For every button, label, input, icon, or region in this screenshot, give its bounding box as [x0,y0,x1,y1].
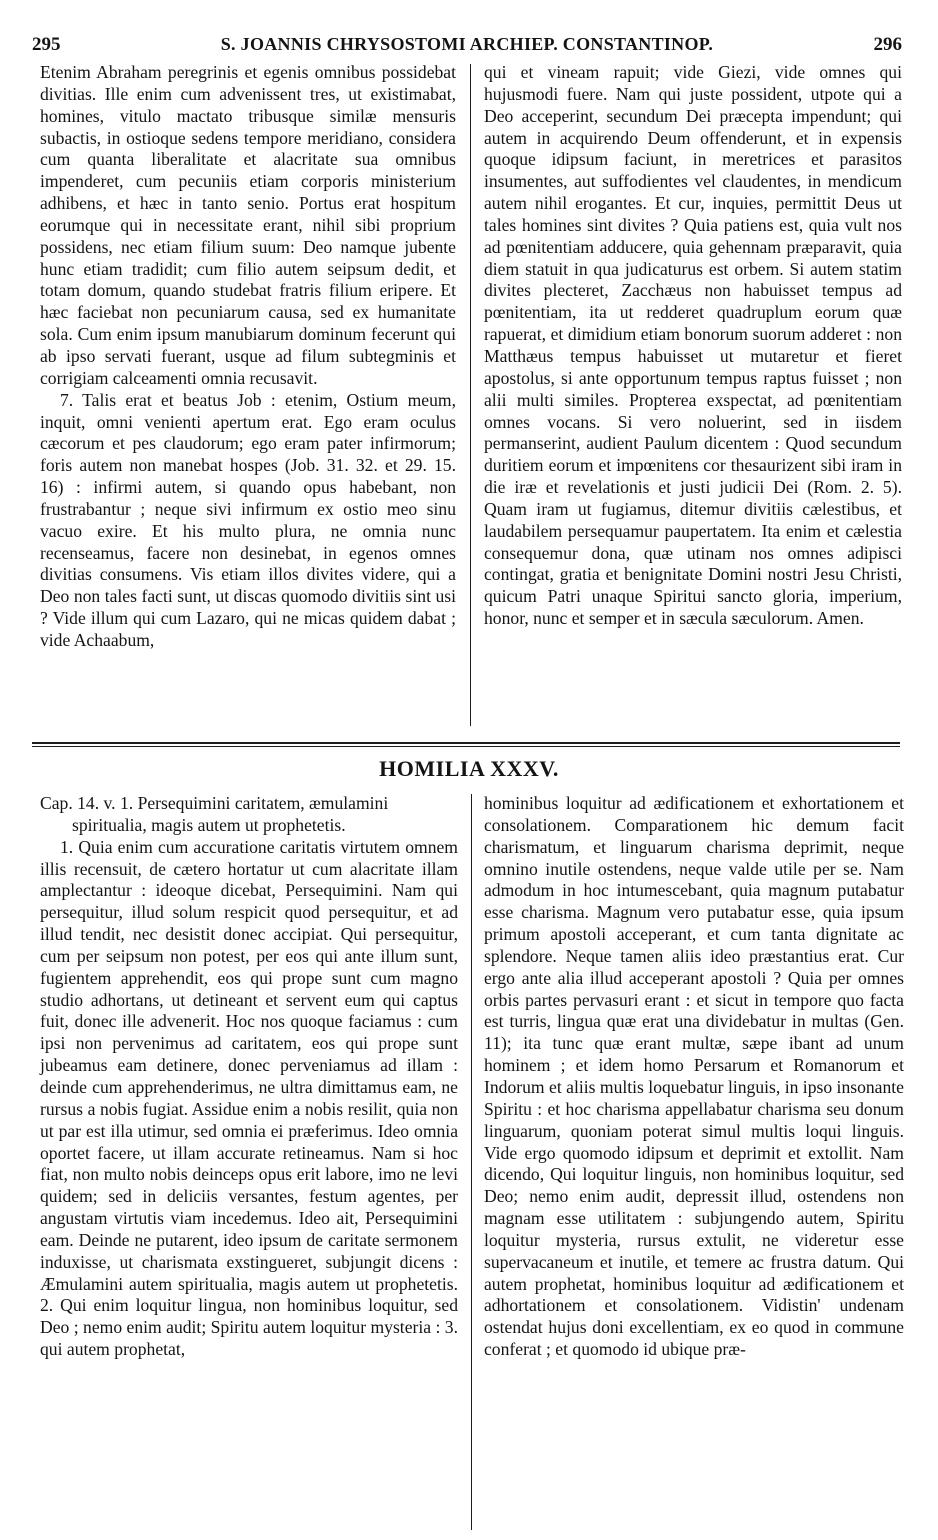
page-header [32,34,902,56]
chapter-verse-heading: Cap. 14. v. 1. Persequimini caritatem, æmulamini spiritualia, magis autem ut prophetetis. [40,793,389,835]
paragraph-divites: qui et vineam rapuit; vide Giezi, vide omnes qui hujusmodi fuere. Nam qui juste possident, utpote qui a Deo acceperint, secundum Dei præcepta impendunt; qui autem in acquirendo Deum offenderunt, et in expensis quoque idipsum faciunt, in meretrices et parasitos insumentes, aut suffodientes vel claudentes, in mendicum autem nihil erogantes. Et cur, inquies, permittit Deus ut tales homines sint divites ? Quia patiens est, quia vult nos ad pœnitentiam adducere, quia gehennam præparavit, quia diem statuit in qua judicaturus est orbem. Si autem statim divites plecteret, Zacchæus non habuisset tempus ad pœnitentiam, ita ut redderet quadruplum eorum quæ rapuerat, et dimidium etiam bonorum suorum adderet : non Matthæus tempus habuisset ut mutaretur et fieret apostolus, si ante opportunum tempus raptus fuisset ; non alii multi similes. Propterea exspectat, ad pœnitentiam omnes vocans. Si vero noluerint, sed in iisdem permanserint, audient Paulum dicentem : Quod secundum duritiem eorum et impœnitens cor thesaurizent sibi iram in die iræ et revelationis et justi judicii Dei (Rom. 2. 5). Quam iram ut fugiamus, ditemur divitiis cælestibus, et laudabilem persequamur paupertatem. Ita enim et cælestia consequemur dona, quæ utinam nos omnes adipisci contingat, gratia et benignitate Domini nostri Jesu Christi, quicum Patri unaque Spiritui sancto gloria, imperium, honor, nunc et semper et in sæcula sæculorum. Amen. [484,62,902,629]
paragraph-linguae: hominibus loquitur ad ædificationem et exhortationem et consolationem. Comparationem hic demum facit charismatum, et linguarum charisma deprimit, neque omnino inutile ostendens, neque valde utile per se. Nam admodum in hoc intumescebant, quia magnum putabatur esse charisma. Magnum vero putabatur esse, quia ipsum primum apostoli acceperant, et cum tanta dignitate ac splendore. Neque tamen aliis ideo præstantius erat. Cur ergo ante alia illud acceperant apostoli ? Quia per omnes orbis partes pervasuri erant : et sicut in tempore quo facta est turris, lingua quæ erat una dividebatur in multas (Gen. 11); ita tunc quæ erant multæ, sæpe ibant ad unum hominem ; et idem homo Persarum et Romanorum et Indorum et aliis multis loquebatur linguis, in ipso insonante Spiritu : et hoc charisma appellabatur charisma seu donum linguarum, quoniam poterat simul multis loqui linguis. Vide ergo quomodo idipsum et deprimit et extollit. Nam dicendo, Qui loquitur linguis, non hominibus loquitur, sed Deo; nemo enim audit, depressit illud, ostendens non magnam esse utilitatem : subjungendo autem, Spiritu loquitur mysteria, rursus extulit, ne videretur esse supervacaneum et inutile, et temere ac frustra datum. Qui autem prophetat, hominibus loquitur ad ædificationem et adhortationem et consolationem. Vidistin' undenam ostendat hujus doni excellentiam, ex eo quod in commune conferat ; et quomodo id ubique præ- [484,793,904,1360]
paragraph-job: 7. Talis erat et beatus Job : etenim, Ostium meum, inquit, omni venienti apertum erat. Ego eram oculus cæcorum et pes claudorum; ego eram pater infirmorum; foris autem non manebat hospes (Job. 31. 32. et 29. 15. 16) : infirmi autem, si quando opus habebant, non frustrabantur ; neque sivi infirmum ex ostio meo sinu vacuo exire. Et his multo plura, ne omnia nunc recenseamus, facere non desinebat, in egenos omnes divitias consumens. Vis etiam illos divites videre, qui a Deo non tales facti sunt, ut discas quomodo divitiis sint usi ? Vide illum qui cum Lazaro, qui ne micas quidem dabat ; vide Achaabum, [40,389,456,650]
paragraph-caritas: 1. Quia enim cum accuratione caritatis virtutem omnem illis recensuit, de cætero hortatur ut cum alacritate illam amplectantur : ideoque dicebat, Persequimini. Nam qui persequitur, illud solum respicit quod persequitur, et ad illud tendit, nec desistit donec accipiat. Qui persequitur, cum per seipsum non potest, per eos qui ante illum sunt, fugientem apprehendit, eos qui prope sunt cum magno studio adhortans, ut detineant et servent eum qui captus fuit, donec ille advenerit. Hoc nos quoque faciamus : cum ipsi non pervenimus ad caritatem, eos qui prope sunt jubeamus eam detinere, donec perveniamus ad illam : deinde cum apprehenderimus, ne ultra dimittamus eam, ne rursus a nobis fugiat. Assidue enim a nobis resilit, quia non ut par est illa utimur, sed omnia ei præferimus. Ideo omnia oportet facere, ut illam accurate retineamus. Nam si hoc fiat, non multo nobis deinceps opus erit labore, imo ne levi quidem; sed in deliciis versantes, festum agentes, per angustam virtutis viam incedemus. Ideo ait, Persequimini eam. Deinde ne putarent, ideo ipsum de caritate sermonem induxisse, ut charismata exstingueret, subjungit dicens : Æmulamini autem spiritualia, magis autem ut prophetetis. 2. Qui enim loquitur lingua, non hominibus loquitur, sed Deo ; nemo enim audit; Spiritu autem loquitur mysteria : 3. qui autem prophetat, [40,836,458,1360]
homily-title: HOMILIA XXXV. [379,756,559,781]
page-number-left: 295 [32,34,61,55]
top-right-column [484,62,902,630]
bottom-right-column [484,793,904,1361]
column-divider-top [470,64,471,726]
paragraph-abraham: Etenim Abraham peregrinis et egenis omnibus possidebat divitias. Ille enim cum advenissent tres, ut existimabat, homines, vitulo mactato tribusque similæ mensuris subactis, in ostioque sedens tempore meridiano, considera cum quanta liberalitate et alacritate sua omnibus impenderet, cum pecuniis etiam corporis ministerium adhibens, et hæc in tanto senio. Portus erat hospitum eorumque qui in necessitate erant, nihil sibi proprium possidens, nec etiam filium suum: Deo namque jubente hunc etiam tradidit; cum filio autem seipsum dedit, et totam domum, quando studebat fratris filium eripere. Et hæc faciebat non pecuniarum causa, sed ex humanitate sola. Cum enim ipsum manubiarum dominum fecerunt qui ab ipso servati fuerant, usque ad filum subtegminis et corrigiam calceamenti omnia recusavit. [40,62,456,388]
top-left-column [40,62,456,652]
section-divider [32,742,900,747]
page-number-right: 296 [873,34,902,55]
running-title: S. JOANNIS CHRYSOSTOMI ARCHIEP. CONSTANTINOP. [220,34,714,54]
column-divider-bottom [471,794,472,1530]
bottom-left-column [40,793,458,1361]
